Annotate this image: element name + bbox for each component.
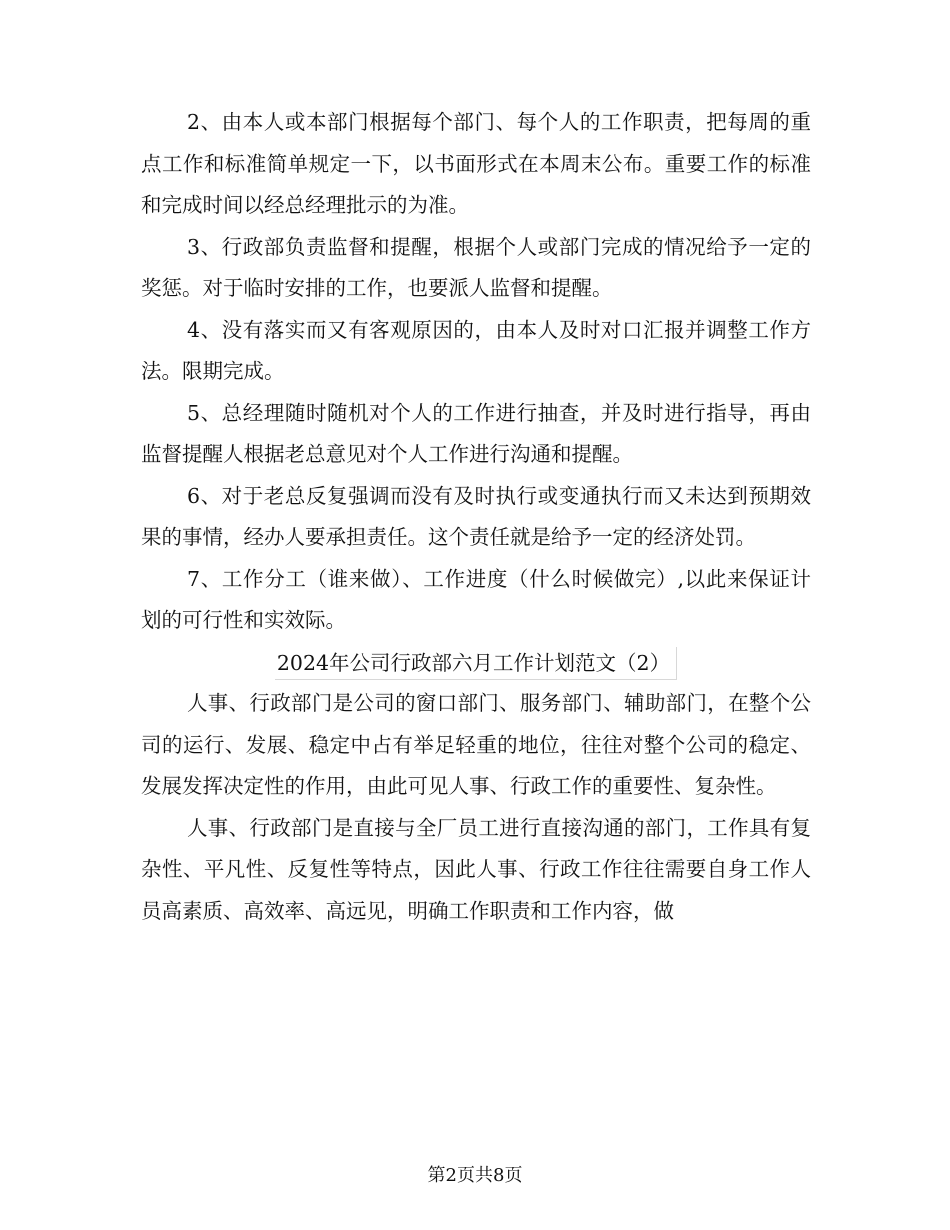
document-body [141, 102, 811, 932]
paragraph-item-7: 7、工作分工（谁来做）、工作进度（什么时候做完）,以此来保证计划的可行性和实效际。 [141, 566, 811, 632]
paragraph-item-6: 6、对于老总反复强调而没有及时执行或变通执行而又未达到预期效果的事情，经办人要承担责任。这个责任就是给予一定的经济处罚。 [141, 483, 811, 549]
page-number-footer: 第2页共8页 [427, 1165, 523, 1186]
section-title: 2024年公司行政部六月工作计划范文（2） [275, 647, 677, 680]
paragraph-item-4: 4、没有落实而又有客观原因的，由本人及时对口汇报并调整工作方法。限期完成。 [141, 317, 811, 383]
intro-paragraph-continued: 人事、行政部门是直接与全厂员工进行直接沟通的部门，工作具有复杂性、平凡性、反复性等特点，因此人事、行政工作往往需要自身工作人员高素质、高效率、高远见，明确工作职责和工作内容，做 [141, 815, 811, 923]
paragraph-item-5: 5、总经理随时随机对个人的工作进行抽查，并及时进行指导，再由监督提醒人根据老总意见对个人工作进行沟通和提醒。 [141, 400, 811, 466]
intro-paragraph: 人事、行政部门是公司的窗口部门、服务部门、辅助部门，在整个公司的运行、发展、稳定中占有举足轻重的地位，往往对整个公司的稳定、发展发挥决定性的作用，由此可见人事、行政工作的重要性、复杂性。 [141, 691, 811, 798]
paragraph-item-3: 3、行政部负责监督和提醒，根据个人或部门完成的情况给予一定的奖惩。对于临时安排的工作，也要派人监督和提醒。 [141, 234, 811, 300]
section-title-row [141, 642, 811, 684]
paragraph-item-2: 2、由本人或本部门根据每个部门、每个人的工作职责，把每周的重点工作和标准简单规定一下，以书面形式在本周末公布。重要工作的标准和完成时间以经总经理批示的为准。 [141, 110, 811, 217]
